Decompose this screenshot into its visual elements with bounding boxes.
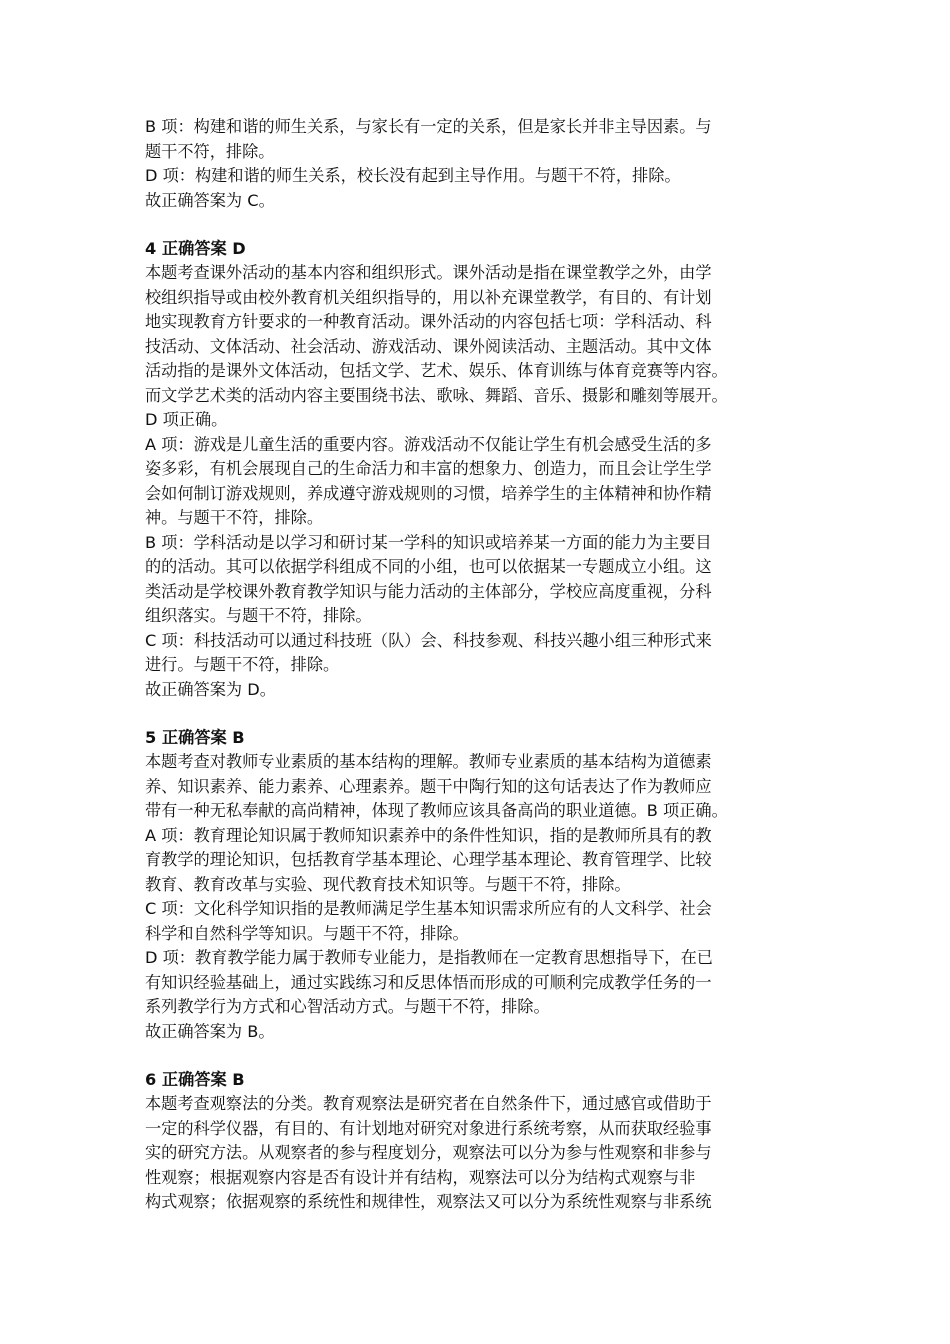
question-4-section — [145, 237, 810, 703]
text-line: 地实现教育方针要求的一种教育活动。课外活动的内容包括七项：学科活动、科 — [145, 312, 712, 331]
text-line: 一定的科学仪器，有目的、有计划地对研究对象进行系统考察，从而获取经验事 — [145, 1118, 712, 1138]
question-5-section — [145, 726, 810, 1045]
text-line: 技活动、文体活动、社会活动、游戏活动、课外阅读活动、主题活动。其中文体 — [145, 336, 712, 356]
text-line: D 项：构建和谐的师生关系，校长没有起到主导作用。与题干不符，排除。 — [145, 166, 681, 185]
question-5-heading: 5 正确答案 B — [145, 727, 245, 747]
question-6-section — [145, 1068, 810, 1215]
text-line: 科学和自然科学等知识。与题干不符，排除。 — [145, 923, 469, 943]
text-line: 校组织指导或由校外教育机关组织指导的，用以补充课堂教学，有目的、有计划 — [145, 287, 712, 307]
document-page — [145, 115, 810, 1215]
text-line: 有知识经验基础上，通过实践练习和反思体悟而形成的可顺利完成教学任务的一 — [145, 972, 712, 992]
text-line: 实的研究方法。从观察者的参与程度划分，观察法可以分为参与性观察和非参与 — [145, 1143, 712, 1162]
text-line: 性观察；根据观察内容是否有设计并有结构，观察法可以分为结构式观察与非 — [145, 1167, 696, 1187]
text-line: 故正确答案为 C。 — [145, 190, 275, 210]
text-line: 故正确答案为 B。 — [145, 1021, 275, 1041]
text-line: C 项：文化科学知识指的是教师满足学生基本知识需求所应有的人文科学、社会 — [145, 899, 712, 918]
text-line: 题干不符，排除。 — [145, 141, 275, 161]
text-line: B 项：构建和谐的师生关系，与家长有一定的关系，但是家长并非主导因素。与 — [145, 117, 712, 136]
text-line: 本题考查对教师专业素质的基本结构的理解。教师专业素质的基本结构为道德素 — [145, 752, 712, 771]
text-line: 本题考查课外活动的基本内容和组织形式。课外活动是指在课堂教学之外，由学 — [145, 263, 712, 282]
text-line: A 项：游戏是儿童生活的重要内容。游戏活动不仅能让学生有机会感受生活的多 — [145, 434, 712, 454]
section-3-tail — [145, 115, 810, 213]
text-line: 养、知识素养、能力素养、心理素养。题干中陶行知的这句话表达了作为教师应 — [145, 776, 712, 796]
text-line: D 项正确。 — [145, 410, 228, 429]
text-line: 而文学艺术类的活动内容主要围绕书法、歌咏、舞蹈、音乐、摄影和雕刻等展开。 — [145, 385, 728, 405]
text-line: 的的活动。其可以依据学科组成不同的小组，也可以依据某一专题成立小组。这 — [145, 557, 712, 576]
section-gap — [145, 213, 810, 237]
text-line: C 项：科技活动可以通过科技班（队）会、科技参观、科技兴趣小组三种形式来 — [145, 630, 712, 650]
text-line: D 项：教育教学能力属于教师专业能力，是指教师在一定教育思想指导下，在已 — [145, 948, 713, 967]
section-gap — [145, 1044, 810, 1068]
text-line: 本题考查观察法的分类。教育观察法是研究者在自然条件下，通过感官或借助于 — [145, 1094, 712, 1113]
text-line: 组织落实。与题干不符，排除。 — [145, 606, 372, 625]
question-4-heading: 4 正确答案 D — [145, 238, 246, 258]
text-line: 姿多彩，有机会展现自己的生命活力和丰富的想象力、创造力，而且会让学生学 — [145, 459, 712, 478]
text-line: 会如何制订游戏规则，养成遵守游戏规则的习惯，培养学生的主体精神和协作精 — [145, 483, 712, 503]
question-6-heading: 6 正确答案 B — [145, 1069, 245, 1089]
text-line: 故正确答案为 D。 — [145, 679, 276, 699]
text-line: 系列教学行为方式和心智活动方式。与题干不符，排除。 — [145, 997, 550, 1016]
text-line: 构式观察；依据观察的系统性和规律性，观察法又可以分为系统性观察与非系统 — [145, 1192, 712, 1211]
text-line: A 项：教育理论知识属于教师知识素养中的条件性知识，指的是教师所具有的教 — [145, 825, 712, 845]
text-line: 活动指的是课外文体活动，包括文学、艺术、娱乐、体育训练与体育竞赛等内容。 — [145, 361, 728, 380]
text-line: 育教学的理论知识，包括教育学基本理论、心理学基本理论、教育管理学、比较 — [145, 850, 712, 869]
text-line: B 项：学科活动是以学习和研讨某一学科的知识或培养某一方面的能力为主要目 — [145, 532, 712, 552]
text-line: 带有一种无私奉献的高尚精神，体现了教师应该具备高尚的职业道德。B 项正确。 — [145, 801, 728, 820]
text-line: 神。与题干不符，排除。 — [145, 508, 324, 527]
text-line: 类活动是学校课外教育教学知识与能力活动的主体部分，学校应高度重视，分科 — [145, 581, 712, 601]
text-line: 进行。与题干不符，排除。 — [145, 655, 340, 674]
text-line: 教育、教育改革与实验、现代教育技术知识等。与题干不符，排除。 — [145, 874, 631, 894]
section-gap — [145, 702, 810, 726]
